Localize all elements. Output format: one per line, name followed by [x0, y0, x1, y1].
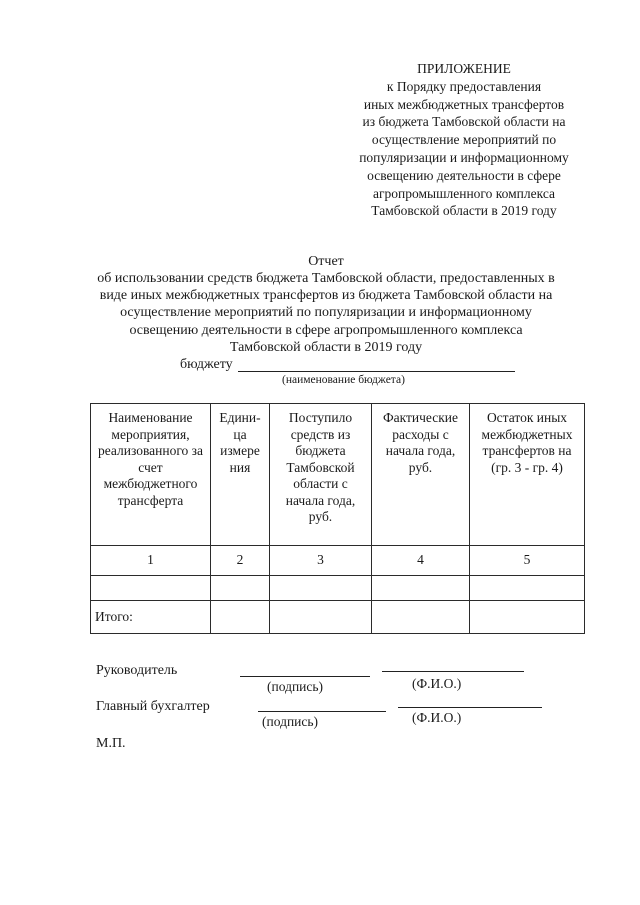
- table-cell[interactable]: [211, 576, 270, 601]
- header-cell-event: Наименование мероприятия, реализованного за счет межбюджетного трансферта: [91, 404, 211, 546]
- header-cell-remainder: Остаток иных межбюджетных трансфертов на (гр. 3 - гр. 4): [470, 404, 585, 546]
- table-row: [91, 576, 585, 601]
- signature-hint: (подпись): [262, 714, 319, 729]
- budget-label: бюджету: [180, 357, 233, 372]
- appendix-header: [330, 60, 598, 220]
- report-title-line: освещению деятельности в сфере агропромышленного комплекса: [129, 322, 523, 338]
- column-number: 2: [211, 546, 270, 576]
- report-title-line: виде иных межбюджетных трансфертов из бюджета Тамбовской области на: [99, 288, 553, 304]
- table-cell[interactable]: [270, 576, 372, 601]
- report-table: [90, 403, 585, 634]
- appendix-line: популяризации и информационному: [359, 149, 569, 165]
- name-hint: (Ф.И.О.): [412, 676, 462, 691]
- accountant-signature-line[interactable]: [258, 711, 386, 712]
- header-cell-spent: Фактические расходы с начала года, руб.: [372, 404, 470, 546]
- stamp-label: М.П.: [96, 736, 126, 751]
- signature-hint: (подпись): [267, 679, 324, 694]
- report-title-block: [40, 253, 612, 356]
- appendix-line: иных межбюджетных трансфертов: [363, 96, 565, 112]
- column-number: 3: [270, 546, 372, 576]
- appendix-line: освещению деятельности в сфере: [367, 167, 561, 183]
- column-number: 1: [91, 546, 211, 576]
- table-cell[interactable]: [470, 576, 585, 601]
- table-header-row: [91, 404, 585, 546]
- table-cell[interactable]: [470, 601, 585, 634]
- accountant-name-line[interactable]: [398, 707, 542, 708]
- head-name-line[interactable]: [382, 671, 524, 672]
- head-signature-line[interactable]: [240, 676, 370, 677]
- table-cell[interactable]: [91, 576, 211, 601]
- table-cell[interactable]: [211, 601, 270, 634]
- appendix-title: ПРИЛОЖЕНИЕ: [417, 61, 511, 76]
- report-title-line: осуществление мероприятий по популяризации и информационному: [120, 305, 532, 321]
- header-cell-received: Поступило средств из бюджета Тамбовской области с начала года, руб.: [270, 404, 372, 546]
- report-title-line: Тамбовской области в 2019 году: [229, 339, 423, 355]
- appendix-line: из бюджета Тамбовской области на: [362, 114, 566, 130]
- column-number: 5: [470, 546, 585, 576]
- budget-hint: (наименование бюджета): [282, 374, 405, 386]
- head-label: Руководитель: [96, 663, 178, 678]
- table-cell[interactable]: [270, 601, 372, 634]
- table-cell[interactable]: [372, 601, 470, 634]
- accountant-label: Главный бухгалтер: [96, 699, 210, 714]
- appendix-line: осуществление мероприятий по: [371, 132, 557, 148]
- report-title-line: об использовании средств бюджета Тамбовской области, предоставленных в: [97, 271, 555, 286]
- appendix-line: к Порядку предоставления: [386, 78, 542, 94]
- table-total-row: [91, 601, 585, 634]
- table-cell[interactable]: [372, 576, 470, 601]
- table-number-row: [91, 546, 585, 576]
- name-hint: (Ф.И.О.): [412, 710, 462, 725]
- appendix-line: Тамбовской области в 2019 году: [371, 203, 557, 219]
- report-title: Отчет: [308, 254, 344, 269]
- total-label: Итого:: [91, 601, 211, 634]
- header-cell-unit: Едини-ца измере ния: [211, 404, 270, 546]
- column-number: 4: [372, 546, 470, 576]
- budget-name-line[interactable]: [238, 371, 515, 372]
- appendix-line: агропромышленного комплекса: [373, 185, 555, 201]
